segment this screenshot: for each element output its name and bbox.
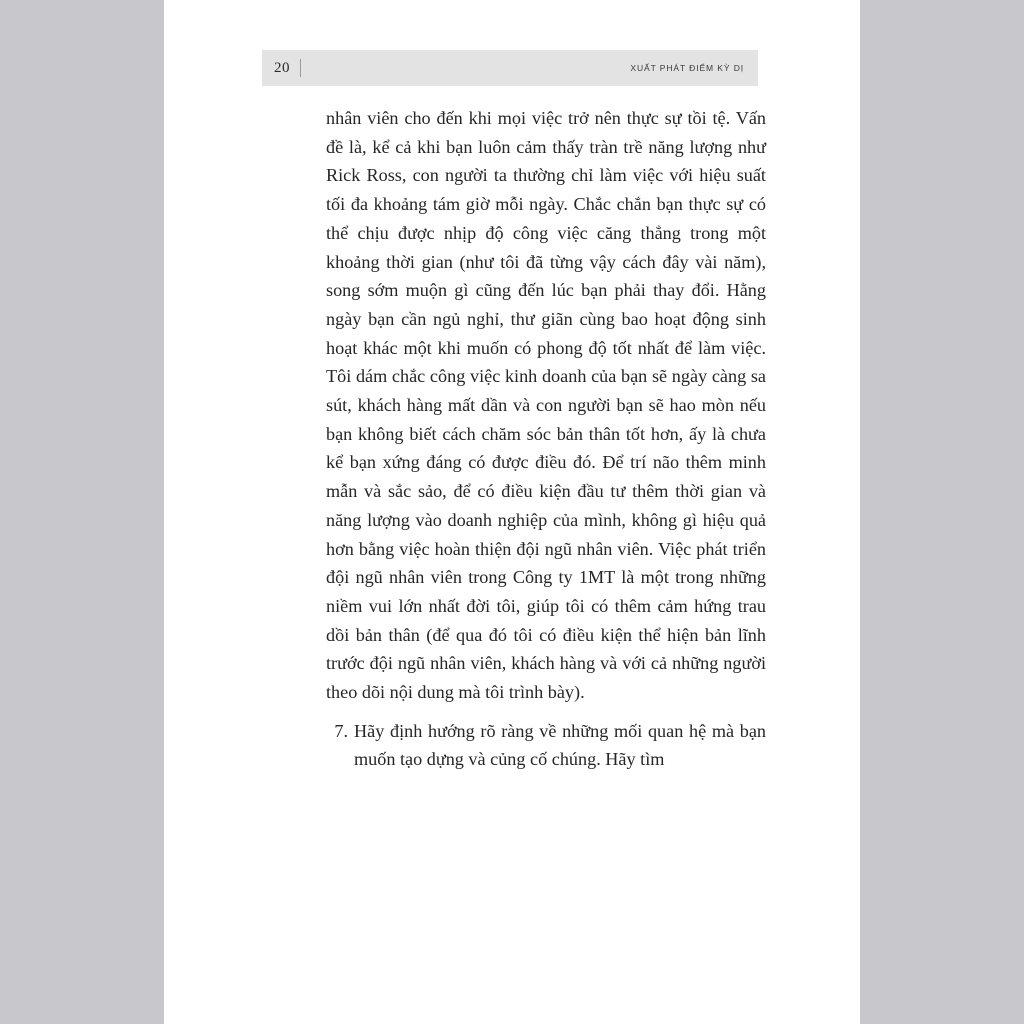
page-body: [326, 104, 766, 774]
list-item-text: Hãy định hướng rõ ràng về những mối quan hệ mà bạn muốn tạo dựng và củng cố chúng. Hãy tìm: [354, 720, 766, 770]
page-number: 20: [274, 59, 290, 76]
list-item-marker: 7.: [334, 720, 348, 741]
page-header: [262, 50, 758, 86]
header-divider: [300, 59, 301, 77]
list-item: [326, 717, 766, 774]
running-title: XUẤT PHÁT ĐIỂM KỲ DỊ: [630, 63, 744, 73]
body-paragraph: nhân viên cho đến khi mọi việc trở nên thực sự tồi tệ. Vấn đề là, kể cả khi bạn luôn cảm thấy tràn trề năng lượng như Rick Ross, con người ta thường chỉ làm việc với hiệu suất tối đa khoảng tám giờ mỗi ngày. Chắc chắn bạn thực sự có thể chịu được nhịp độ công việc căng thẳng trong một khoảng thời gian (như tôi đã từng vậy cách đây vài năm), song sớm muộn gì cũng đến lúc bạn phải thay đổi. Hằng ngày bạn cần ngủ nghỉ, thư giãn cùng bao hoạt động sinh hoạt khác một khi muốn có phong độ tốt nhất để làm việc. Tôi dám chắc công việc kinh doanh của bạn sẽ ngày càng sa sút, khách hàng mất dần và con người bạn sẽ hao mòn nếu bạn không biết cách chăm sóc bản thân tốt hơn, ấy là chưa kể bạn xứng đáng có được điều đó. Để trí não thêm minh mẫn và sắc sảo, để có điều kiện đầu tư thêm thời gian và năng lượng vào doanh nghiệp của mình, không gì hiệu quả hơn bằng việc hoàn thiện đội ngũ nhân viên. Việc phát triển đội ngũ nhân viên trong Công ty 1MT là một trong những niềm vui lớn nhất đời tôi, giúp tôi có thêm cảm hứng trau dồi bản thân (để qua đó tôi có điều kiện thể hiện bản lĩnh trước đội ngũ nhân viên, khách hàng và với cả những người theo dõi nội dung mà tôi trình bày).: [326, 108, 766, 703]
numbered-list: [326, 717, 766, 774]
document-page: [164, 0, 860, 1024]
